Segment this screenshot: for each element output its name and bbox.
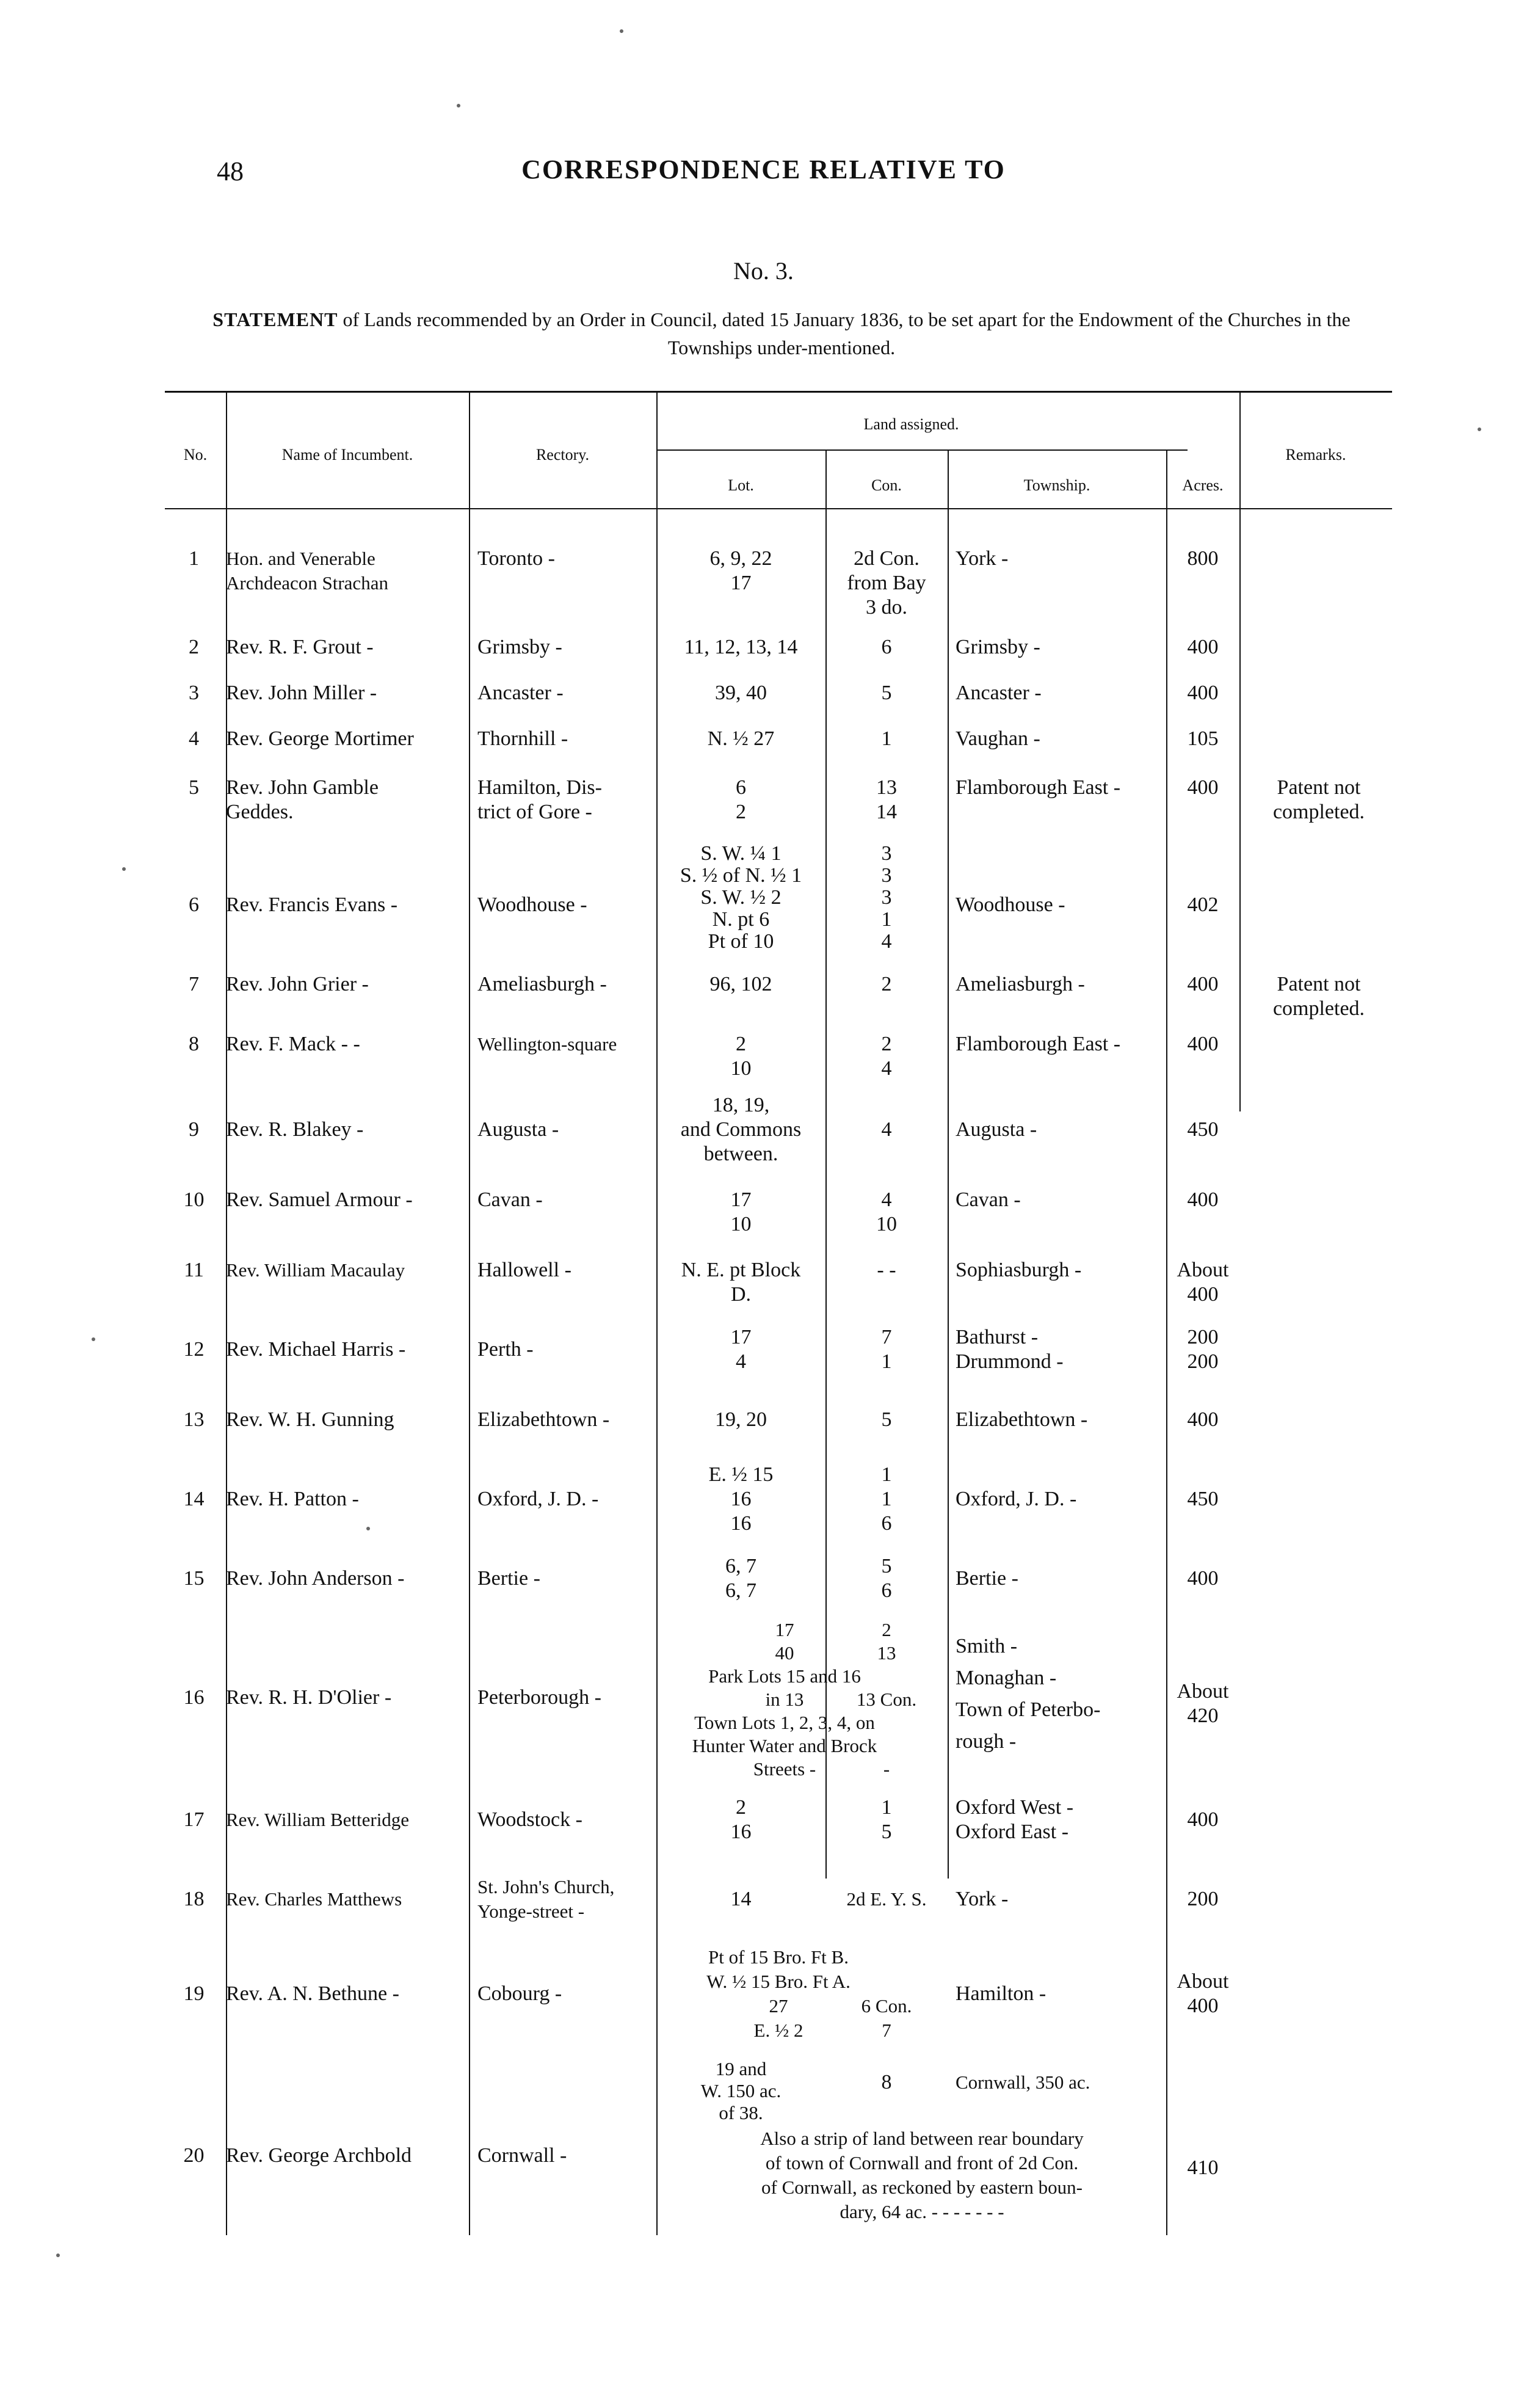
scan-speck bbox=[620, 29, 623, 33]
row-rectory: Hallowell - bbox=[477, 1259, 571, 1281]
row-rectory: Elizabethtown - bbox=[477, 1408, 610, 1431]
row-rectory: St. John's Church, Yonge-street - bbox=[477, 1876, 615, 1922]
row-no: 7 bbox=[189, 973, 199, 995]
col-header-incumbent: Name of Incumbent. bbox=[281, 446, 413, 464]
row-remarks: Patent not completed. bbox=[1272, 776, 1365, 823]
row-rectory: Ameliasburgh - bbox=[477, 973, 607, 995]
scan-speck bbox=[122, 867, 126, 871]
row-township: Woodhouse - bbox=[956, 893, 1065, 916]
row-township: Ameliasburgh - bbox=[956, 973, 1085, 995]
row-con: 3 3 3 1 4 bbox=[881, 842, 892, 953]
table-top-rule bbox=[165, 391, 1392, 393]
row-lot: 14 bbox=[730, 1888, 752, 1910]
row-lot: N. E. pt Block D. bbox=[681, 1259, 801, 1306]
row-incumbent: Rev. John Anderson - bbox=[226, 1567, 405, 1590]
row-incumbent: Rev. John Grier - bbox=[226, 973, 369, 995]
row-incumbent: Rev. H. Patton - bbox=[226, 1488, 359, 1510]
row-rectory: Toronto - bbox=[477, 547, 555, 570]
row-no: 11 bbox=[184, 1259, 204, 1281]
row-incumbent: Hon. and Venerable Archdeacon Strachan bbox=[226, 548, 388, 594]
row-no: 5 bbox=[189, 776, 199, 799]
row-incumbent: Rev. William Betteridge bbox=[226, 1809, 410, 1830]
row-township: Smith - Monaghan - Town of Peterbo- rough - bbox=[956, 1635, 1101, 1753]
row-rectory: Cobourg - bbox=[477, 1982, 562, 2005]
row-con: 4 10 bbox=[876, 1188, 897, 1235]
page-number: 48 bbox=[217, 156, 244, 186]
row-con: 2 bbox=[881, 973, 892, 995]
row-rectory: Bertie - bbox=[477, 1567, 540, 1590]
scan-speck bbox=[366, 1527, 370, 1530]
row-acres: 400 bbox=[1187, 636, 1219, 658]
row-lot: 19 and W. 150 ac. of 38. bbox=[700, 2058, 782, 2123]
row-no: 15 bbox=[183, 1567, 205, 1590]
row-acres: 400 bbox=[1187, 1408, 1219, 1431]
row-no: 2 bbox=[189, 636, 199, 658]
row-con: 5 6 bbox=[881, 1555, 892, 1602]
row-incumbent: Rev. A. N. Bethune - bbox=[226, 1982, 399, 2005]
row-township: Augusta - bbox=[956, 1118, 1037, 1141]
row-lot: 17 4 bbox=[730, 1326, 752, 1373]
row-rectory: Thornhill - bbox=[477, 727, 568, 750]
row-lot: 2 10 bbox=[730, 1033, 752, 1080]
row-township: Cornwall, 350 ac. bbox=[956, 2072, 1090, 2093]
row-no: 9 bbox=[189, 1118, 199, 1141]
row-rectory: Woodstock - bbox=[477, 1808, 582, 1831]
row-acres: 200 bbox=[1187, 1888, 1219, 1910]
running-head: CORRESPONDENCE RELATIVE TO bbox=[521, 155, 1006, 184]
row-con: 5 bbox=[881, 682, 892, 704]
row-incumbent: Rev. Charles Matthews bbox=[226, 1888, 402, 1910]
col-rule-acres bbox=[1239, 391, 1241, 1111]
row-incumbent: Rev. F. Mack - - bbox=[226, 1033, 360, 1055]
col-header-con: Con. bbox=[871, 476, 902, 494]
row-township: York - bbox=[956, 1888, 1009, 1910]
row-incumbent: Rev. R. F. Grout - bbox=[226, 636, 374, 658]
row-con: 2 4 bbox=[881, 1033, 892, 1080]
row-con: 1 5 bbox=[881, 1796, 892, 1843]
row-con: 6 bbox=[881, 636, 892, 658]
row-lot: 39, 40 bbox=[715, 682, 767, 704]
row-lot: 19, 20 bbox=[715, 1408, 767, 1431]
row-con: 7 1 bbox=[881, 1326, 892, 1373]
row-township: Oxford West - Oxford East - bbox=[956, 1796, 1074, 1843]
row-con: 8 bbox=[881, 2071, 892, 2093]
row-lot: 11, 12, 13, 14 bbox=[684, 636, 798, 658]
document-number: No. 3. bbox=[733, 257, 794, 285]
row-township: Bertie - bbox=[956, 1567, 1018, 1590]
row-rectory: Grimsby - bbox=[477, 636, 562, 658]
row-rectory: Cornwall - bbox=[477, 2144, 567, 2167]
row-acres: 400 bbox=[1187, 1033, 1219, 1055]
row-township: Flamborough East - bbox=[956, 776, 1121, 799]
row-no: 18 bbox=[183, 1888, 205, 1910]
row-township: Vaughan - bbox=[956, 727, 1040, 750]
row-no: 3 bbox=[189, 682, 199, 704]
row-rectory: Hamilton, Dis- trict of Gore - bbox=[477, 776, 602, 823]
row-lot: 6, 9, 22 17 bbox=[709, 547, 772, 594]
scan-speck bbox=[1478, 427, 1481, 431]
row-no: 1 bbox=[189, 547, 199, 570]
row-con: - - bbox=[877, 1259, 896, 1281]
row-lot: 17 40 Park Lots 15 and 16 in 13 Town Lots 1, 2, 3, 4, on Hunter Water and Brock Streets - bbox=[692, 1619, 877, 1780]
col-header-rectory: Rectory. bbox=[535, 446, 590, 464]
row-acres: 410 bbox=[1187, 2156, 1219, 2179]
row-acres: 400 bbox=[1187, 1808, 1219, 1831]
row-township: Oxford, J. D. - bbox=[956, 1488, 1077, 1510]
row-con: 1 bbox=[881, 727, 892, 750]
row-incumbent: Rev. George Archbold bbox=[226, 2144, 412, 2167]
row-township: Flamborough East - bbox=[956, 1033, 1121, 1055]
row-no: 13 bbox=[183, 1408, 205, 1431]
statement-title-rest: of Lands recommended by an Order in Council, dated 15 January 1836, to be set apart for the Endowment of the Churches in the Townships under-mentioned. bbox=[343, 308, 1351, 358]
row-rectory: Peterborough - bbox=[477, 1686, 602, 1709]
row-lot: 17 10 bbox=[730, 1188, 752, 1235]
row-lot: S. W. ¼ 1 S. ½ of N. ½ 1 S. W. ½ 2 N. pt 6 Pt of 10 bbox=[680, 842, 802, 953]
col-header-land-assigned: Land assigned. bbox=[863, 415, 959, 433]
row-lot: 6 2 bbox=[736, 776, 746, 823]
row-incumbent: Rev. R. Blakey - bbox=[226, 1118, 364, 1141]
col-header-remarks: Remarks. bbox=[1285, 446, 1346, 464]
row-incumbent: Rev. John Miller - bbox=[226, 682, 377, 704]
row-acres: 400 bbox=[1187, 776, 1219, 799]
row-lot: 96, 102 bbox=[709, 973, 772, 995]
row-incumbent: Rev. Samuel Armour - bbox=[226, 1188, 413, 1211]
row-township: Ancaster - bbox=[956, 682, 1042, 704]
scan-speck bbox=[457, 104, 460, 107]
row-no: 17 bbox=[183, 1808, 205, 1831]
row-no: 10 bbox=[183, 1188, 205, 1211]
row-acres: 400 bbox=[1187, 1567, 1219, 1590]
row-township: Cavan - bbox=[956, 1188, 1021, 1211]
row-no: 16 bbox=[183, 1686, 205, 1709]
row-no: 4 bbox=[189, 727, 199, 750]
row-incumbent: Rev. William Macaulay bbox=[226, 1259, 405, 1281]
statement-title-lead: STATEMENT bbox=[212, 308, 338, 330]
land-assigned-rule bbox=[656, 449, 1188, 451]
row-acres: 400 bbox=[1187, 1188, 1219, 1211]
statement-title bbox=[201, 305, 1362, 362]
row-no: 12 bbox=[183, 1338, 205, 1361]
row-rectory: Perth - bbox=[477, 1338, 534, 1361]
row-township: Elizabethtown - bbox=[956, 1408, 1088, 1431]
row-acres: 400 bbox=[1187, 682, 1219, 704]
row-con: 13 14 bbox=[876, 776, 897, 823]
row-acres: 402 bbox=[1187, 893, 1219, 916]
col-rule-con bbox=[948, 449, 949, 1879]
row-con: 2 13 13 Con. - bbox=[856, 1619, 917, 1780]
row-rectory: Oxford, J. D. - bbox=[477, 1488, 599, 1510]
row-no: 19 bbox=[183, 1982, 205, 2005]
row-lot: 18, 19, and Commons between. bbox=[680, 1094, 802, 1165]
row-acres: 450 bbox=[1187, 1488, 1219, 1510]
row-lot: E. ½ 15 16 16 bbox=[708, 1463, 774, 1535]
row-township: Hamilton - bbox=[956, 1982, 1046, 2005]
row-remarks: Patent not completed. bbox=[1272, 973, 1365, 1020]
row-rectory: Ancaster - bbox=[477, 682, 564, 704]
row-con: 2d E. Y. S. bbox=[846, 1888, 927, 1910]
row-no: 14 bbox=[183, 1488, 205, 1510]
row-incumbent: Rev. W. H. Gunning bbox=[226, 1408, 394, 1431]
row-lot: Pt of 15 Bro. Ft B. W. ½ 15 Bro. Ft A. 27 E. ½ 2 bbox=[706, 1946, 851, 2041]
col-header-township: Township. bbox=[1023, 476, 1090, 494]
row-con: 2d Con. from Bay 3 do. bbox=[847, 547, 926, 619]
row-con: 6 Con. 7 bbox=[861, 1995, 912, 2041]
header-bottom-rule bbox=[165, 508, 1392, 509]
col-header-no: No. bbox=[183, 446, 208, 464]
scan-speck bbox=[92, 1337, 95, 1341]
row-lot: 6, 7 6, 7 bbox=[725, 1555, 756, 1602]
row-extra-note: Also a strip of land between rear boundary of town of Cornwall and front of 2d Con. of Cornwall, as reckoned by eastern boun- dary, 64 ac. - - - - - - - bbox=[760, 2128, 1084, 2222]
row-acres: 800 bbox=[1187, 547, 1219, 570]
row-township: Sophiasburgh - bbox=[956, 1259, 1082, 1281]
row-incumbent: Rev. George Mortimer bbox=[226, 727, 414, 750]
col-header-lot: Lot. bbox=[728, 476, 754, 494]
row-con: 4 bbox=[881, 1118, 892, 1141]
row-no: 8 bbox=[189, 1033, 199, 1055]
col-rule-incumbent bbox=[469, 391, 470, 2235]
row-acres: About 400 bbox=[1177, 1970, 1229, 2017]
row-acres: 200 200 bbox=[1187, 1326, 1219, 1373]
row-no: 6 bbox=[189, 893, 199, 916]
row-incumbent: Rev. Michael Harris - bbox=[226, 1338, 406, 1361]
row-rectory: Cavan - bbox=[477, 1188, 543, 1211]
row-no: 20 bbox=[183, 2144, 205, 2167]
row-acres: 400 bbox=[1187, 973, 1219, 995]
row-township: York - bbox=[956, 547, 1009, 570]
col-rule-no bbox=[226, 391, 227, 2235]
scan-speck bbox=[56, 2253, 60, 2257]
row-rectory: Augusta - bbox=[477, 1118, 559, 1141]
row-incumbent: Rev. R. H. D'Olier - bbox=[226, 1686, 392, 1709]
row-township: Grimsby - bbox=[956, 636, 1040, 658]
lands-table bbox=[165, 391, 1392, 2260]
row-acres: 105 bbox=[1187, 727, 1219, 750]
row-lot: 2 16 bbox=[730, 1796, 752, 1843]
row-acres: 450 bbox=[1187, 1118, 1219, 1141]
row-acres: About 400 bbox=[1177, 1259, 1229, 1306]
row-incumbent: Rev. John Gamble Geddes. bbox=[226, 776, 379, 823]
row-lot: N. ½ 27 bbox=[707, 727, 775, 750]
row-con: 5 bbox=[881, 1408, 892, 1431]
row-con: 1 1 6 bbox=[881, 1463, 892, 1535]
row-acres: About 420 bbox=[1177, 1680, 1229, 1727]
row-rectory: Woodhouse - bbox=[477, 893, 587, 916]
col-header-acres: Acres. bbox=[1182, 476, 1224, 494]
row-township: Bathurst - Drummond - bbox=[956, 1326, 1064, 1373]
row-incumbent: Rev. Francis Evans - bbox=[226, 893, 398, 916]
row-rectory: Wellington-square bbox=[477, 1033, 617, 1055]
